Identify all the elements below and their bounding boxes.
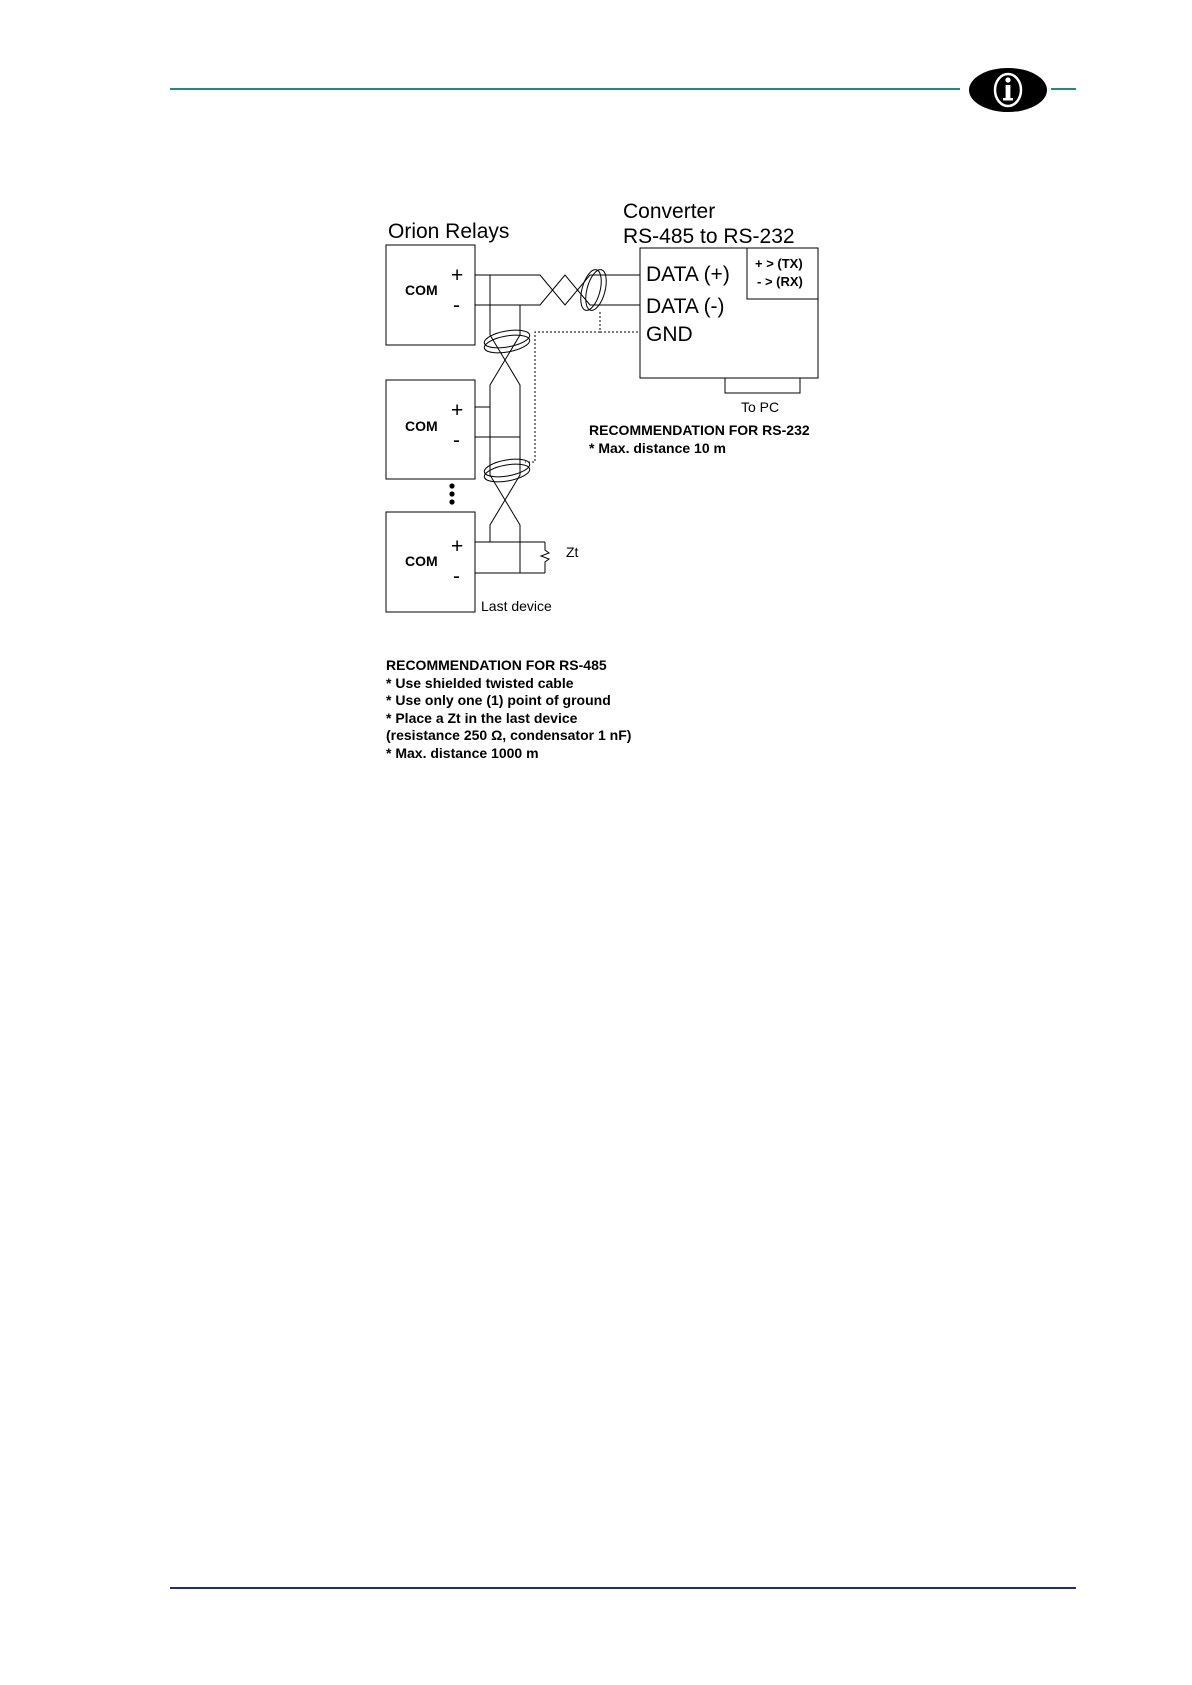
rs232-title: RECOMMENDATION FOR RS-232 — [589, 422, 810, 438]
pc-connector — [725, 378, 800, 393]
cable-shield — [577, 267, 605, 312]
rs485-line: * Max. distance 1000 m — [386, 744, 539, 761]
tx-label: + > (TX) — [755, 256, 803, 271]
data-minus-wire — [475, 275, 640, 305]
rs485-line: * Use shielded twisted cable — [386, 674, 574, 691]
to-pc-label: To PC — [741, 399, 780, 415]
ellipsis-dot — [449, 491, 454, 496]
relay-2-com: COM — [405, 418, 438, 434]
orion-relays-title: Orion Relays — [388, 220, 510, 243]
converter-title: Converter — [623, 200, 716, 223]
converter-subtitle: RS-485 to RS-232 — [623, 225, 795, 248]
data-minus-label: DATA (-) — [646, 295, 725, 318]
relay-last-com: COM — [405, 553, 438, 569]
relay-last-minus: - — [453, 565, 460, 588]
rs232-notes — [589, 422, 810, 457]
last-device-label: Last device — [481, 598, 552, 614]
footer-rule — [170, 1587, 1076, 1589]
rs485-line: * Place a Zt in the last device — [386, 709, 578, 726]
ellipsis-dot — [449, 483, 454, 488]
rs485-title: RECOMMENDATION FOR RS-485 — [386, 657, 607, 673]
bus-line-a — [490, 275, 505, 407]
relay-last-plus: + — [451, 535, 464, 558]
bus-line-a2 — [490, 407, 505, 542]
termination-zt — [541, 542, 549, 573]
rx-label: - > (RX) — [757, 274, 803, 289]
rs485-notes — [386, 657, 631, 762]
data-plus-label: DATA (+) — [646, 263, 730, 286]
relay-1-minus: - — [453, 294, 460, 317]
ellipsis-dot — [449, 499, 454, 504]
data-plus-wire — [475, 275, 640, 305]
gnd-label: GND — [646, 323, 693, 346]
bus-line-b2 — [505, 437, 520, 573]
relay-1-plus: + — [451, 264, 464, 287]
rs232-line: * Max. distance 10 m — [589, 439, 726, 456]
rs485-line: (resistance 250 Ω, condensator 1 nF) — [386, 727, 632, 743]
zt-label: Zt — [566, 544, 579, 560]
bus-line-b — [505, 305, 520, 437]
gnd-wire — [600, 312, 640, 332]
relay-2-plus: + — [451, 399, 464, 422]
cable-shield — [582, 267, 610, 312]
rs485-line: * Use only one (1) point of ground — [386, 692, 611, 708]
relay-2-minus: - — [453, 429, 460, 452]
relay-1-com: COM — [405, 282, 438, 298]
